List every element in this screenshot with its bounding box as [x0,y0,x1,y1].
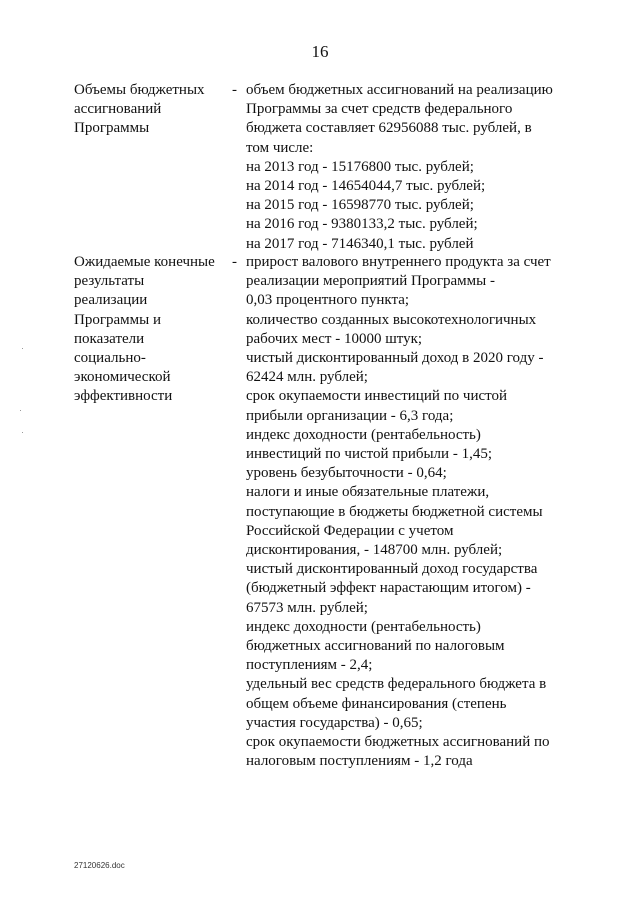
label-line: реализации [74,292,148,309]
content-line: Российской Федерации с учетом [246,522,454,539]
content-line: количество созданных высокотехнологичных [246,311,537,328]
document-filename: 27120626.doc [74,861,125,870]
content-line: налоговым поступлениям - 1,2 года [246,753,473,770]
label-line: социально- [74,350,146,367]
content-line: налоги и иные обязательные платежи, [246,484,490,501]
scan-speck [22,432,23,433]
content-line: чистый дисконтированный доход государства [246,561,538,578]
content-line: прибыли организации - 6,3 года; [246,407,454,424]
page-number: 16 [311,42,329,61]
scan-speck [22,348,23,349]
content-line: индекс доходности (рентабельность) [246,426,481,443]
content-line: на 2016 год - 9380133,2 тыс. рублей; [246,216,478,233]
label-line: эффективности [74,388,173,405]
separator-dash: - [232,82,237,98]
label-line: Объемы бюджетных [74,82,205,98]
content-line: рабочих мест - 10000 штук; [246,330,423,347]
content-line: объем бюджетных ассигнований на реализацию [246,82,553,98]
content-line: 62424 млн. рублей; [246,369,368,386]
label-line: Программы [74,120,150,137]
content-line: удельный вес средств федерального бюджета в [246,676,547,693]
content-line: уровень безубыточности - 0,64; [246,465,447,482]
label-line: результаты [74,273,145,290]
label-line: Программы и [74,311,161,328]
label-line: показатели [74,330,145,347]
content-line: индекс доходности (рентабельность) [246,618,481,635]
content-line: поступлениям - 2,4; [246,657,373,674]
section-label [74,81,224,139]
label-line: Ожидаемые конечные [74,254,215,270]
scan-speck [20,410,21,411]
label-line: экономической [74,369,171,386]
content-line: дисконтирования, - 148700 млн. рублей; [246,542,503,559]
label-line: ассигнований [74,101,162,118]
content-line: общем объеме финансирования (степень [246,695,507,712]
section-label [74,253,224,407]
content-line: чистый дисконтированный доход в 2020 году - [246,350,544,367]
content-line: прирост валового внутреннего продукта за счет [246,254,551,270]
content-line: Программы за счет средств федерального [246,101,513,118]
content-line: срок окупаемости инвестиций по чистой [246,388,508,405]
content-line: инвестиций по чистой прибыли - 1,45; [246,446,492,463]
content-line: 67573 млн. рублей; [246,599,368,616]
separator-dash: - [232,254,237,270]
section-content [246,81,596,254]
content-line: (бюджетный эффект нарастающим итогом) - [246,580,531,597]
section-content [246,253,596,771]
content-line: срок окупаемости бюджетных ассигнований по [246,734,550,751]
content-line: на 2017 год - 7146340,1 тыс. рублей [246,235,474,252]
content-line: 0,03 процентного пункта; [246,292,410,309]
content-line: на 2015 год - 16598770 тыс. рублей; [246,197,474,214]
content-line: на 2013 год - 15176800 тыс. рублей; [246,158,474,175]
content-line: поступающие в бюджеты бюджетной системы [246,503,543,520]
content-line: бюджетных ассигнований по налоговым [246,638,505,655]
content-line: том числе: [246,139,314,156]
content-line: на 2014 год - 14654044,7 тыс. рублей; [246,178,486,195]
content-line: участия государства) - 0,65; [246,714,423,731]
content-line: бюджета составляет 62956088 тыс. рублей, в [246,120,532,137]
content-line: реализации мероприятий Программы - [246,273,495,290]
